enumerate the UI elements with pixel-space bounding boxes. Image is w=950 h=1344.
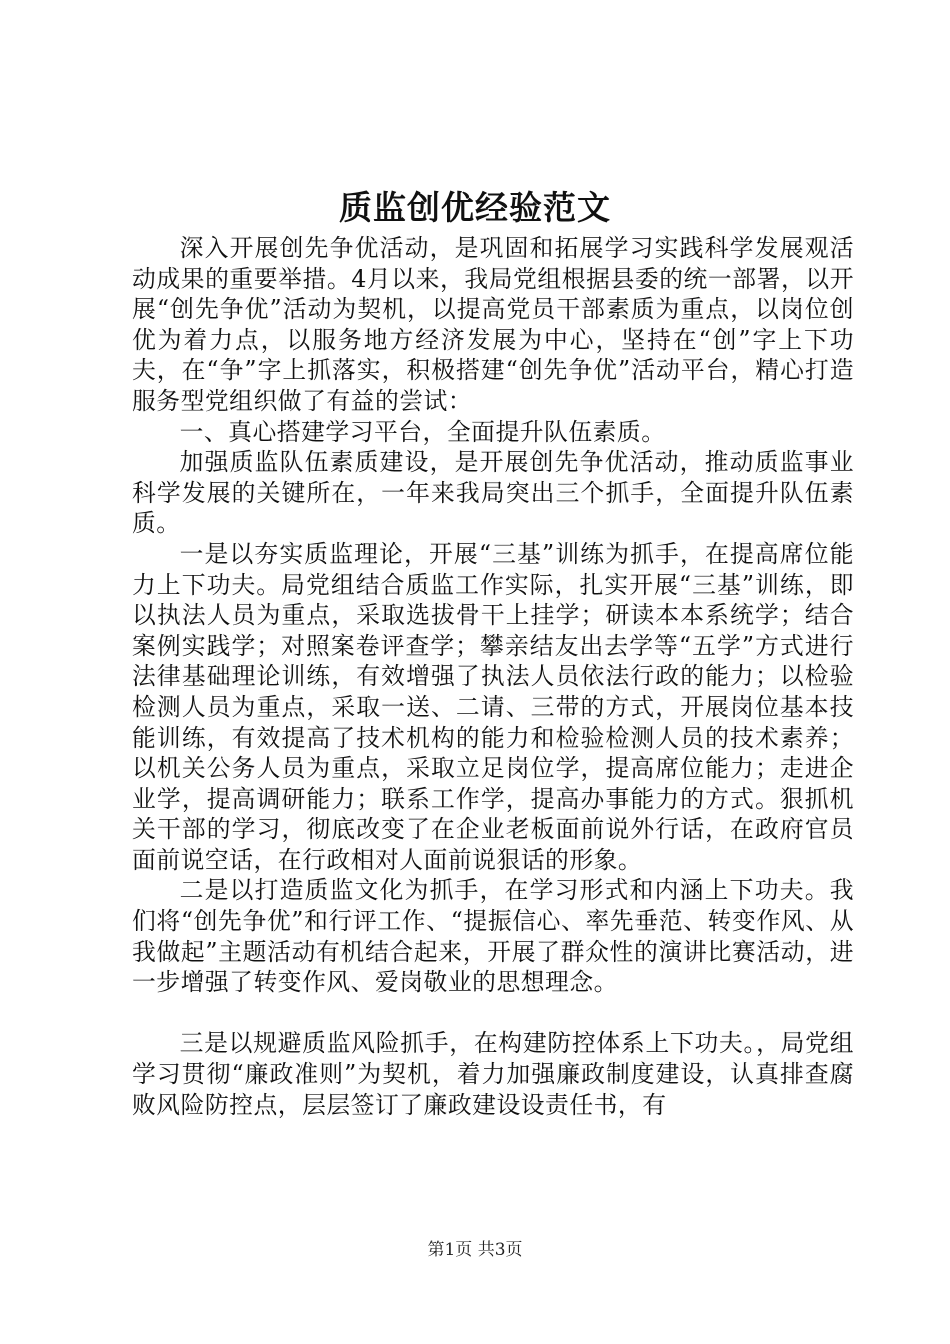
document-title: 质监创优经验范文: [339, 188, 611, 227]
section-heading-1: 一、真心搭建学习平台，全面提升队伍素质。: [179, 417, 666, 446]
document-body: [132, 233, 854, 1120]
paragraph-point-1: 一是以夯实质监理论，开展“三基”训练为抓手，在提高席位能力上下功夫。局党组结合质监工作实际，扎实开展“三基”训练，即以执法人员为重点，采取选拔骨干上挂学；研读本本系统学；结合案例实践学；对照案卷评查学；攀亲结友出去学等“五学”方式进行法律基础理论训练，有效增强了执法人员依法行政的能力；以检验检测人员为重点，采取一送、二请、三带的方式，开展岗位基本技能训练，有效提高了技术机构的能力和检验检测人员的技术素养；以机关公务人员为重点，采取立足岗位学，提高席位能力；走进企业学，提高调研能力；联系工作学，提高办事能力的方式。狠抓机关干部的学习，彻底改变了在企业老板面前说外行话，在政府官员面前说空话，在行政相对人面前说狠话的形象。: [132, 539, 854, 874]
paragraph-intro: 深入开展创先争优活动，是巩固和拓展学习实践科学发展观活动成果的重要举措。4月以来，我局党组根据县委的统一部署，以开展“创先争优”活动为契机，以提高党员干部素质为重点，以岗位创优为着力点，以服务地方经济发展为中心，坚持在“创”字上下功夫，在“争”字上抓落实，积极搭建“创先争优”活动平台，精心打造服务型党组织做了有益的尝试：: [132, 234, 854, 415]
paragraph-section-1: 加强质监队伍素质建设，是开展创先争优活动，推动质监事业科学发展的关键所在，一年来我局突出三个抓手，全面提升队伍素质。: [132, 448, 854, 538]
paragraph-point-2: 二是以打造质监文化为抓手，在学习形式和内涵上下功夫。我们将“创先争优”和行评工作、“提振信心、率先垂范、转变作风、从我做起”主题活动有机结合起来，开展了群众性的演讲比赛活动，进一步增强了转变作风、爱岗敬业的思想理念。: [132, 876, 854, 997]
paragraph-point-3: 三是以规避质监风险抓手，在构建防控体系上下功夫。，局党组学习贯彻“廉政准则”为契机，着力加强廉政制度建设，认真排查腐败风险防控点，层层签订了廉政建设设责任书，有: [132, 1029, 854, 1119]
page-footer: 第1页 共3页: [427, 1240, 523, 1260]
